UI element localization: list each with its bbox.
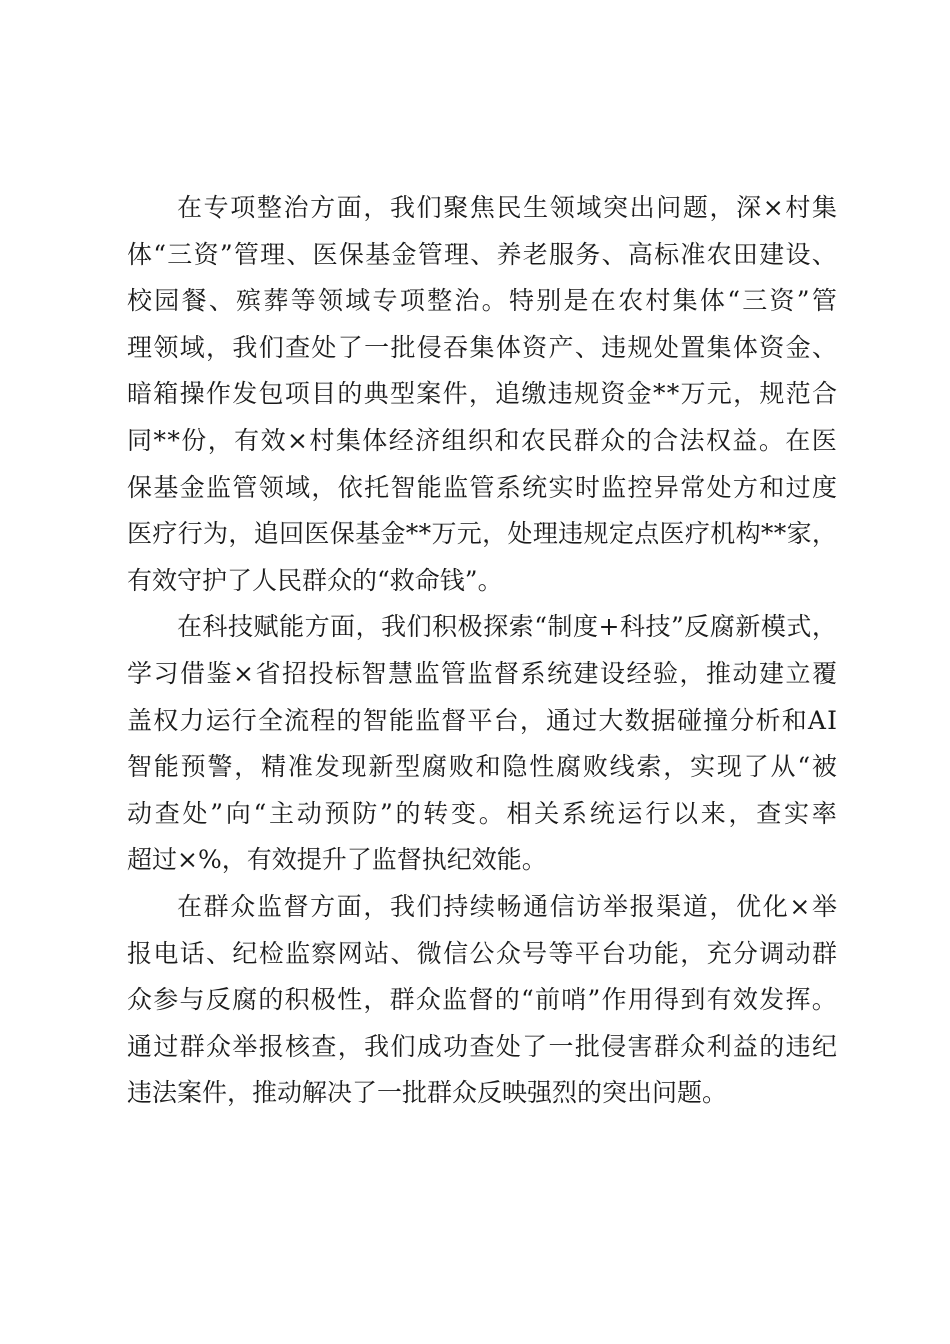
text-line: 动 查 处 ” 向 “ 主 动 预 防 ” 的 转 变 。 相 关 系 统 运 行 以 来 ， 查 实 率 [127,798,837,828]
text-line: 众 参 与 反 腐 的 积 极 性 ， 群 众 监 督 的 “ 前 哨 ” 作 用 得 到 有 效 发 挥 。 [127,985,837,1015]
text-line: 暗 箱 操 作 发 包 项 目 的 典 型 案 件 ， 追 缴 违 规 资 金 * * 万 元 ， 规 范 合 [127,379,837,409]
document-body [127,185,837,1117]
text-line: 盖 权 力 运 行 全 流 程 的 智 能 监 督 平 台 ， 通 过 大 数 据 碰 撞 分 析 和 A I [127,705,837,735]
text-line: 在 专 项 整 治 方 面 ， 我 们 聚 焦 民 生 领 域 突 出 问 题 ， 深 × 村 集 [177,193,837,222]
text-line: 体 “ 三 资 ” 管 理 、 医 保 基 金 管 理 、 养 老 服 务 、 高 标 准 农 田 建 设 、 [127,239,837,269]
text-line: 医 疗 行 为 ， 追 回 医 保 基 金 * * 万 元 ， 处 理 违 规 定 点 医 疗 机 构 * * 家 ， [127,519,837,549]
text-line: 智 能 预 警 ， 精 准 发 现 新 型 腐 败 和 隐 性 腐 败 线 索 ， 实 现 了 从 “ 被 [127,752,837,782]
paragraph-tech-empowerment [127,604,837,884]
text-line: 在 科 技 赋 能 方 面 ， 我 们 积 极 探 索 “ 制 度 + 科 技 ” 反 腐 新 模 式 ， [177,612,837,642]
text-line: 保 基 金 监 管 领 域 ， 依 托 智 能 监 管 系 统 实 时 监 控 异 常 处 方 和 过 度 [127,472,837,502]
text-line: 理 领 域 ， 我 们 查 处 了 一 批 侵 吞 集 体 资 产 、 违 规 处 置 集 体 资 金 、 [127,332,837,362]
text-line: 通 过 群 众 举 报 核 查 ， 我 们 成 功 查 处 了 一 批 侵 害 群 众 利 益 的 违 纪 [127,1031,837,1061]
paragraph-special-rectification [127,185,837,604]
text-line: 同 * * 份 ， 有 效 × 村 集 体 经 济 组 织 和 农 民 群 众 的 合 法 权 益 。 在 医 [127,425,837,455]
text-line: 违法案件，推动解决了一批群众反映强烈的突出问题。 [127,1078,728,1108]
text-line: 报 电 话 、 纪 检 监 察 网 站 、 微 信 公 众 号 等 平 台 功 能 ， 充 分 调 动 群 [127,938,837,968]
paragraph-public-supervision [127,884,837,1117]
text-line: 有效守护了人民群众的“救命钱”。 [127,565,503,595]
text-line: 超过×%，有效提升了监督执纪效能。 [127,845,547,875]
text-line: 校 园 餐 、 殡 葬 等 领 域 专 项 整 治 。 特 别 是 在 农 村 集 体 “ 三 资 ” 管 [127,286,837,316]
text-line: 在 群 众 监 督 方 面 ， 我 们 持 续 畅 通 信 访 举 报 渠 道 ， 优 化 × 举 [177,891,837,921]
text-line: 学 习 借 鉴 × 省 招 投 标 智 慧 监 管 监 督 系 统 建 设 经 验 ， 推 动 建 立 覆 [127,658,837,688]
